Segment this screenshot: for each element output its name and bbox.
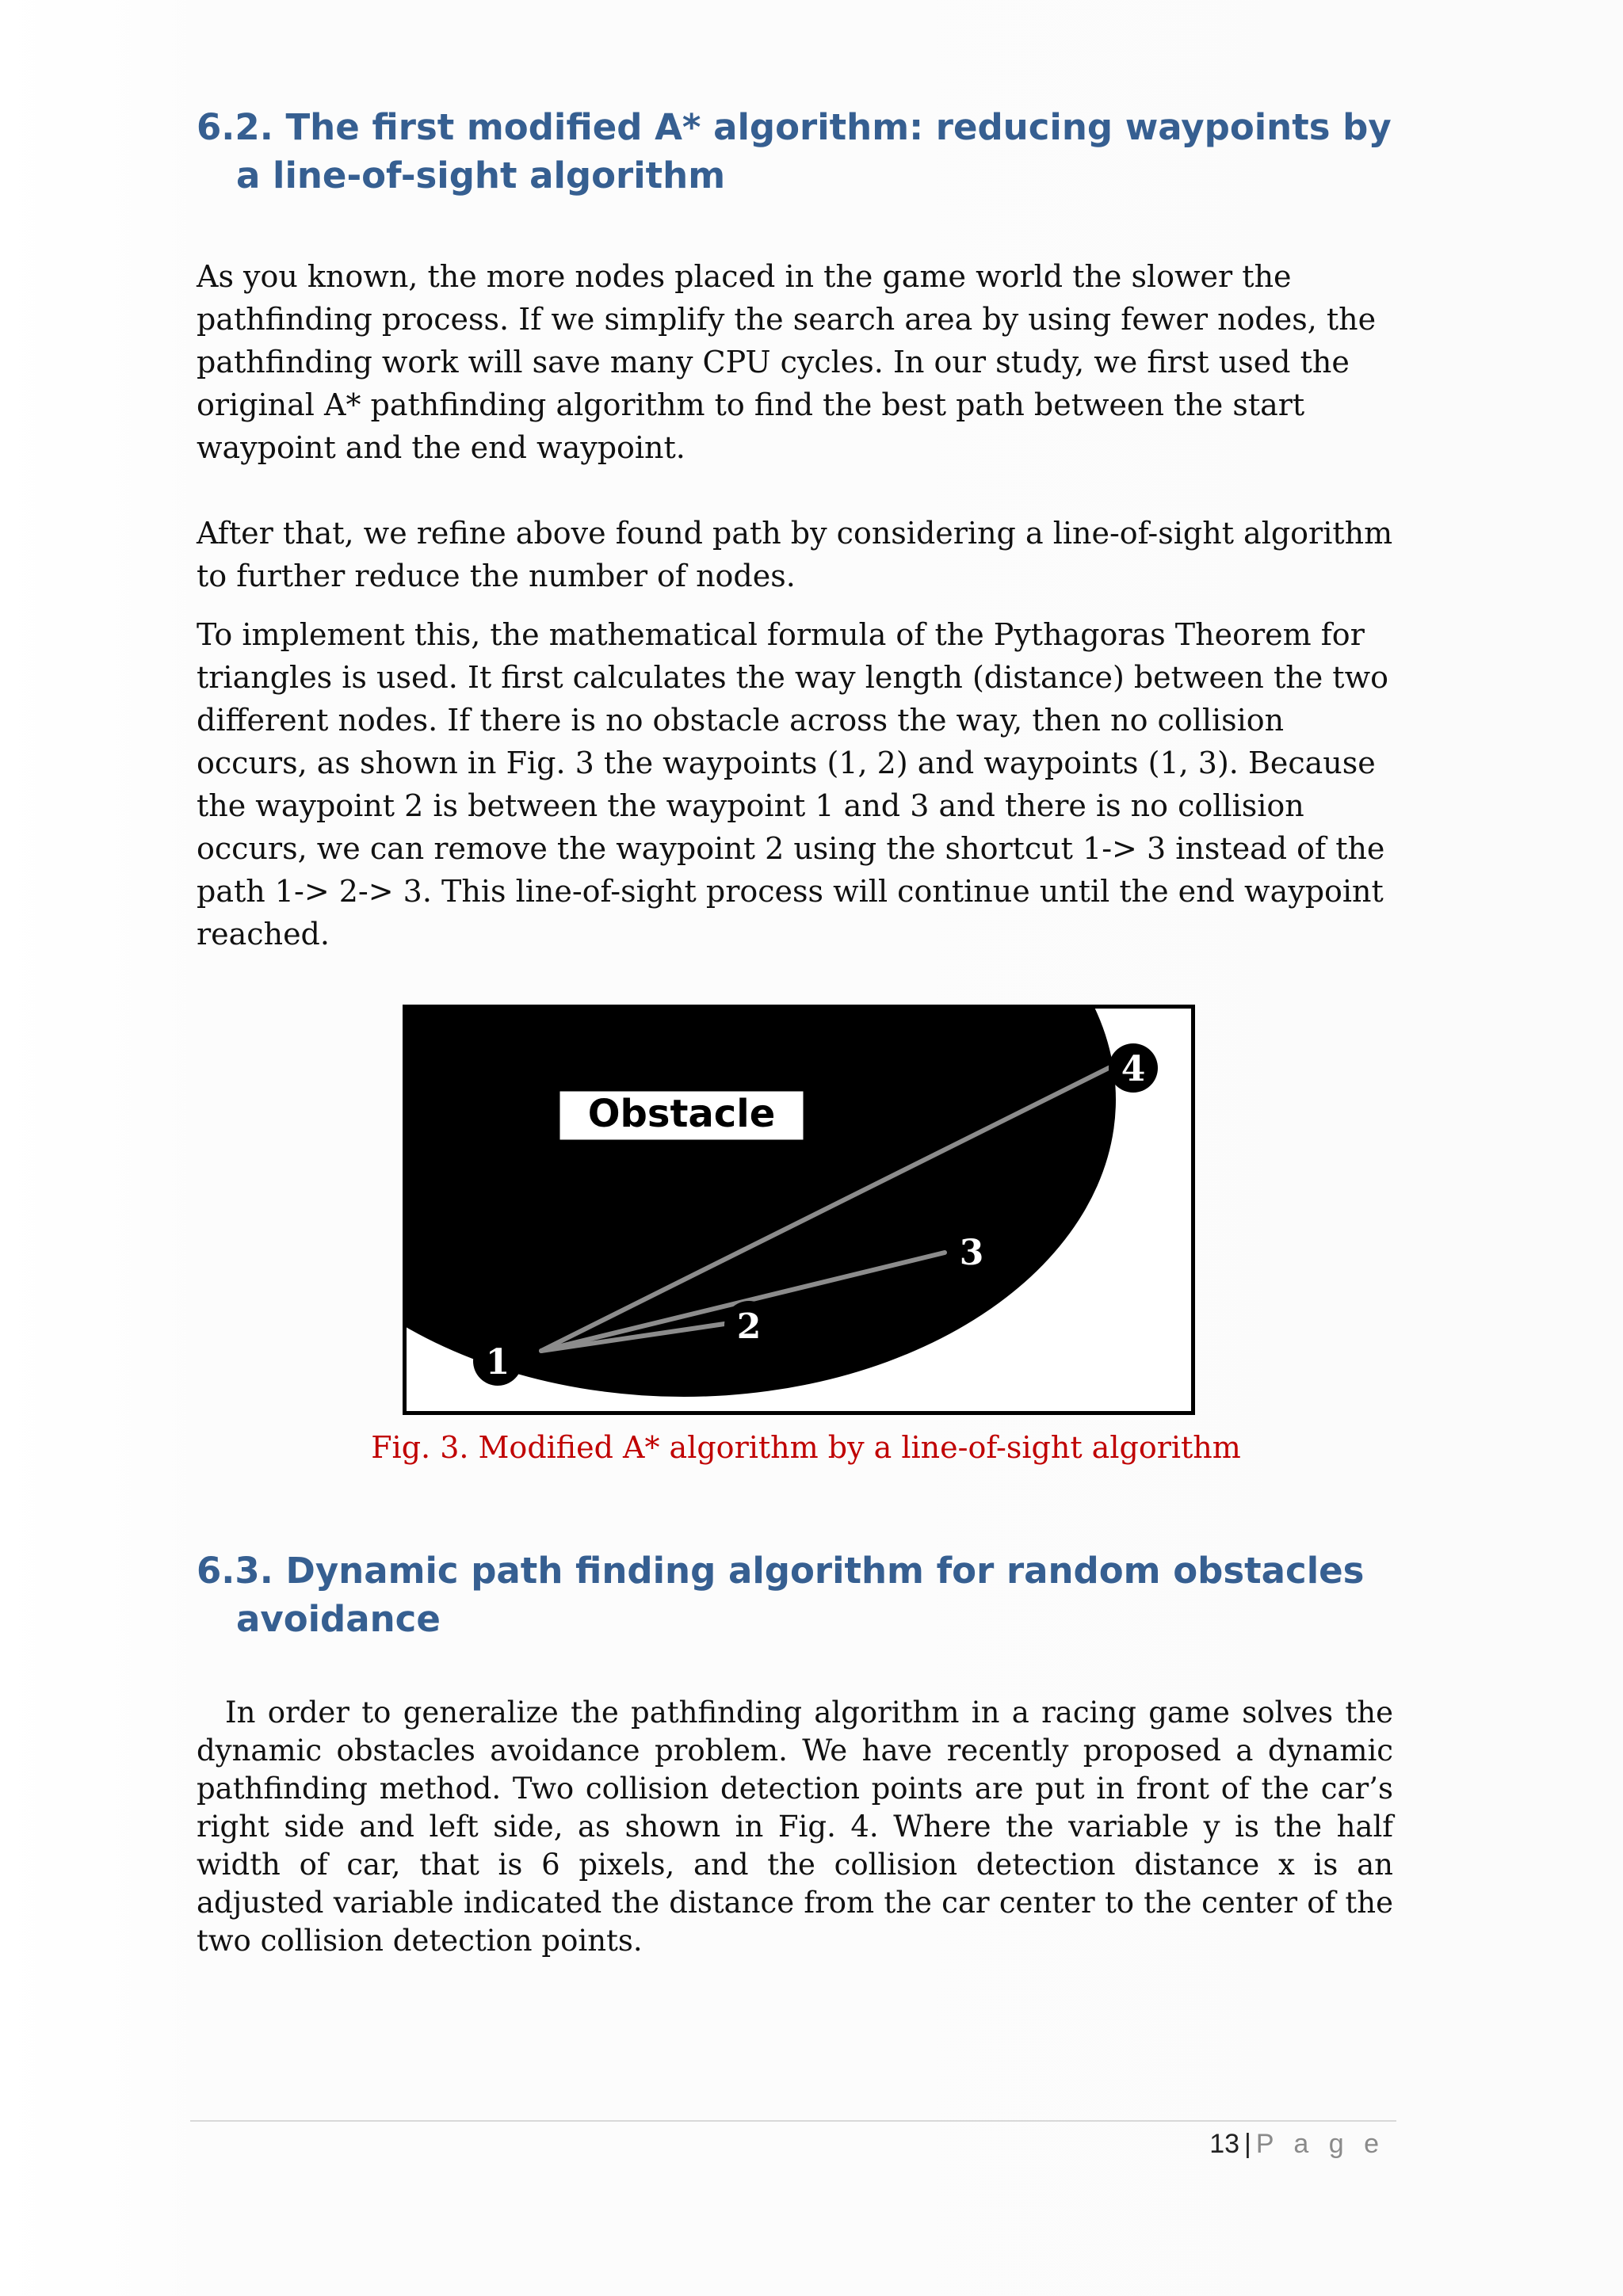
waypoint-1: [473, 1337, 522, 1386]
waypoint-4: [1109, 1043, 1158, 1093]
figure-3-caption: Fig. 3. Modified A* algorithm by a line-of-sight algorithm: [371, 1430, 1241, 1465]
section-heading-6-3: 6.3. Dynamic path finding algorithm for random obstacles avoidance: [197, 1550, 1365, 1640]
paragraph-3: To implement this, the mathematical formula of the Pythagoras Theorem for triangles is used. It first calculates the way length (distance) between the two different nodes. If there is no obstacle across the way, then no collision occurs, as shown in Fig. 3 the waypoints (1, 2) and waypoints (1, 3). Because the waypoint 2 is between the waypoint 1 and 3 and there is no collision occurs, we can remove the waypoint 2 using the shortcut 1-> 3 instead of the path 1-> 2-> 3. This line-of-sight process will continue until the end waypoint reached.: [197, 617, 1388, 952]
paragraph-4: In order to generalize the pathfinding algorithm in a racing game solves the dynamic obstacles avoidance problem. We have recently proposed a dynamic pathfinding method. Two collision detection points are put in front of the car’s right side and left side, as shown in Fig. 4. Where the variable y is the half width of car, that is 6 pixels, and the collision detection distance x is an adjusted variable indicated the distance from the car center to the center of the two collision detection points.: [197, 1695, 1393, 1958]
page-word: P a g e: [1255, 2129, 1385, 2159]
section-heading-6-2: 6.2. The first modified A* algorithm: reducing waypoints by a line-of-sight algorithm: [197, 106, 1392, 196]
footer-separator: |: [1244, 2129, 1251, 2159]
page-number: 13: [1209, 2129, 1240, 2159]
document-body: [197, 95, 1393, 1960]
waypoint-4-label: 4: [1121, 1049, 1146, 1089]
paragraph-1: As you known, the more nodes placed in the game world the slower the pathfinding process. If we simplify the search area by using fewer nodes, the pathfinding work will save many CPU cycles. In our study, we first used the original A* pathfinding algorithm to find the best path between the start waypoint and the end waypoint.: [197, 259, 1377, 465]
waypoint-3-label: 3: [959, 1233, 984, 1273]
waypoint-2: [724, 1301, 773, 1350]
paragraph-2: After that, we refine above found path by considering a line-of-sight algorithm to further reduce the number of nodes.: [197, 516, 1393, 593]
obstacle-label: Obstacle: [587, 1092, 776, 1136]
footer-divider: [190, 2120, 1396, 2122]
page-footer: [1209, 2126, 1385, 2161]
figure-3: [403, 1005, 1195, 1415]
waypoint-1-label: 1: [485, 1342, 510, 1383]
figure-3-diagram: [403, 1005, 1195, 1415]
waypoint-3: [947, 1227, 996, 1276]
waypoint-2-label: 2: [736, 1306, 762, 1347]
